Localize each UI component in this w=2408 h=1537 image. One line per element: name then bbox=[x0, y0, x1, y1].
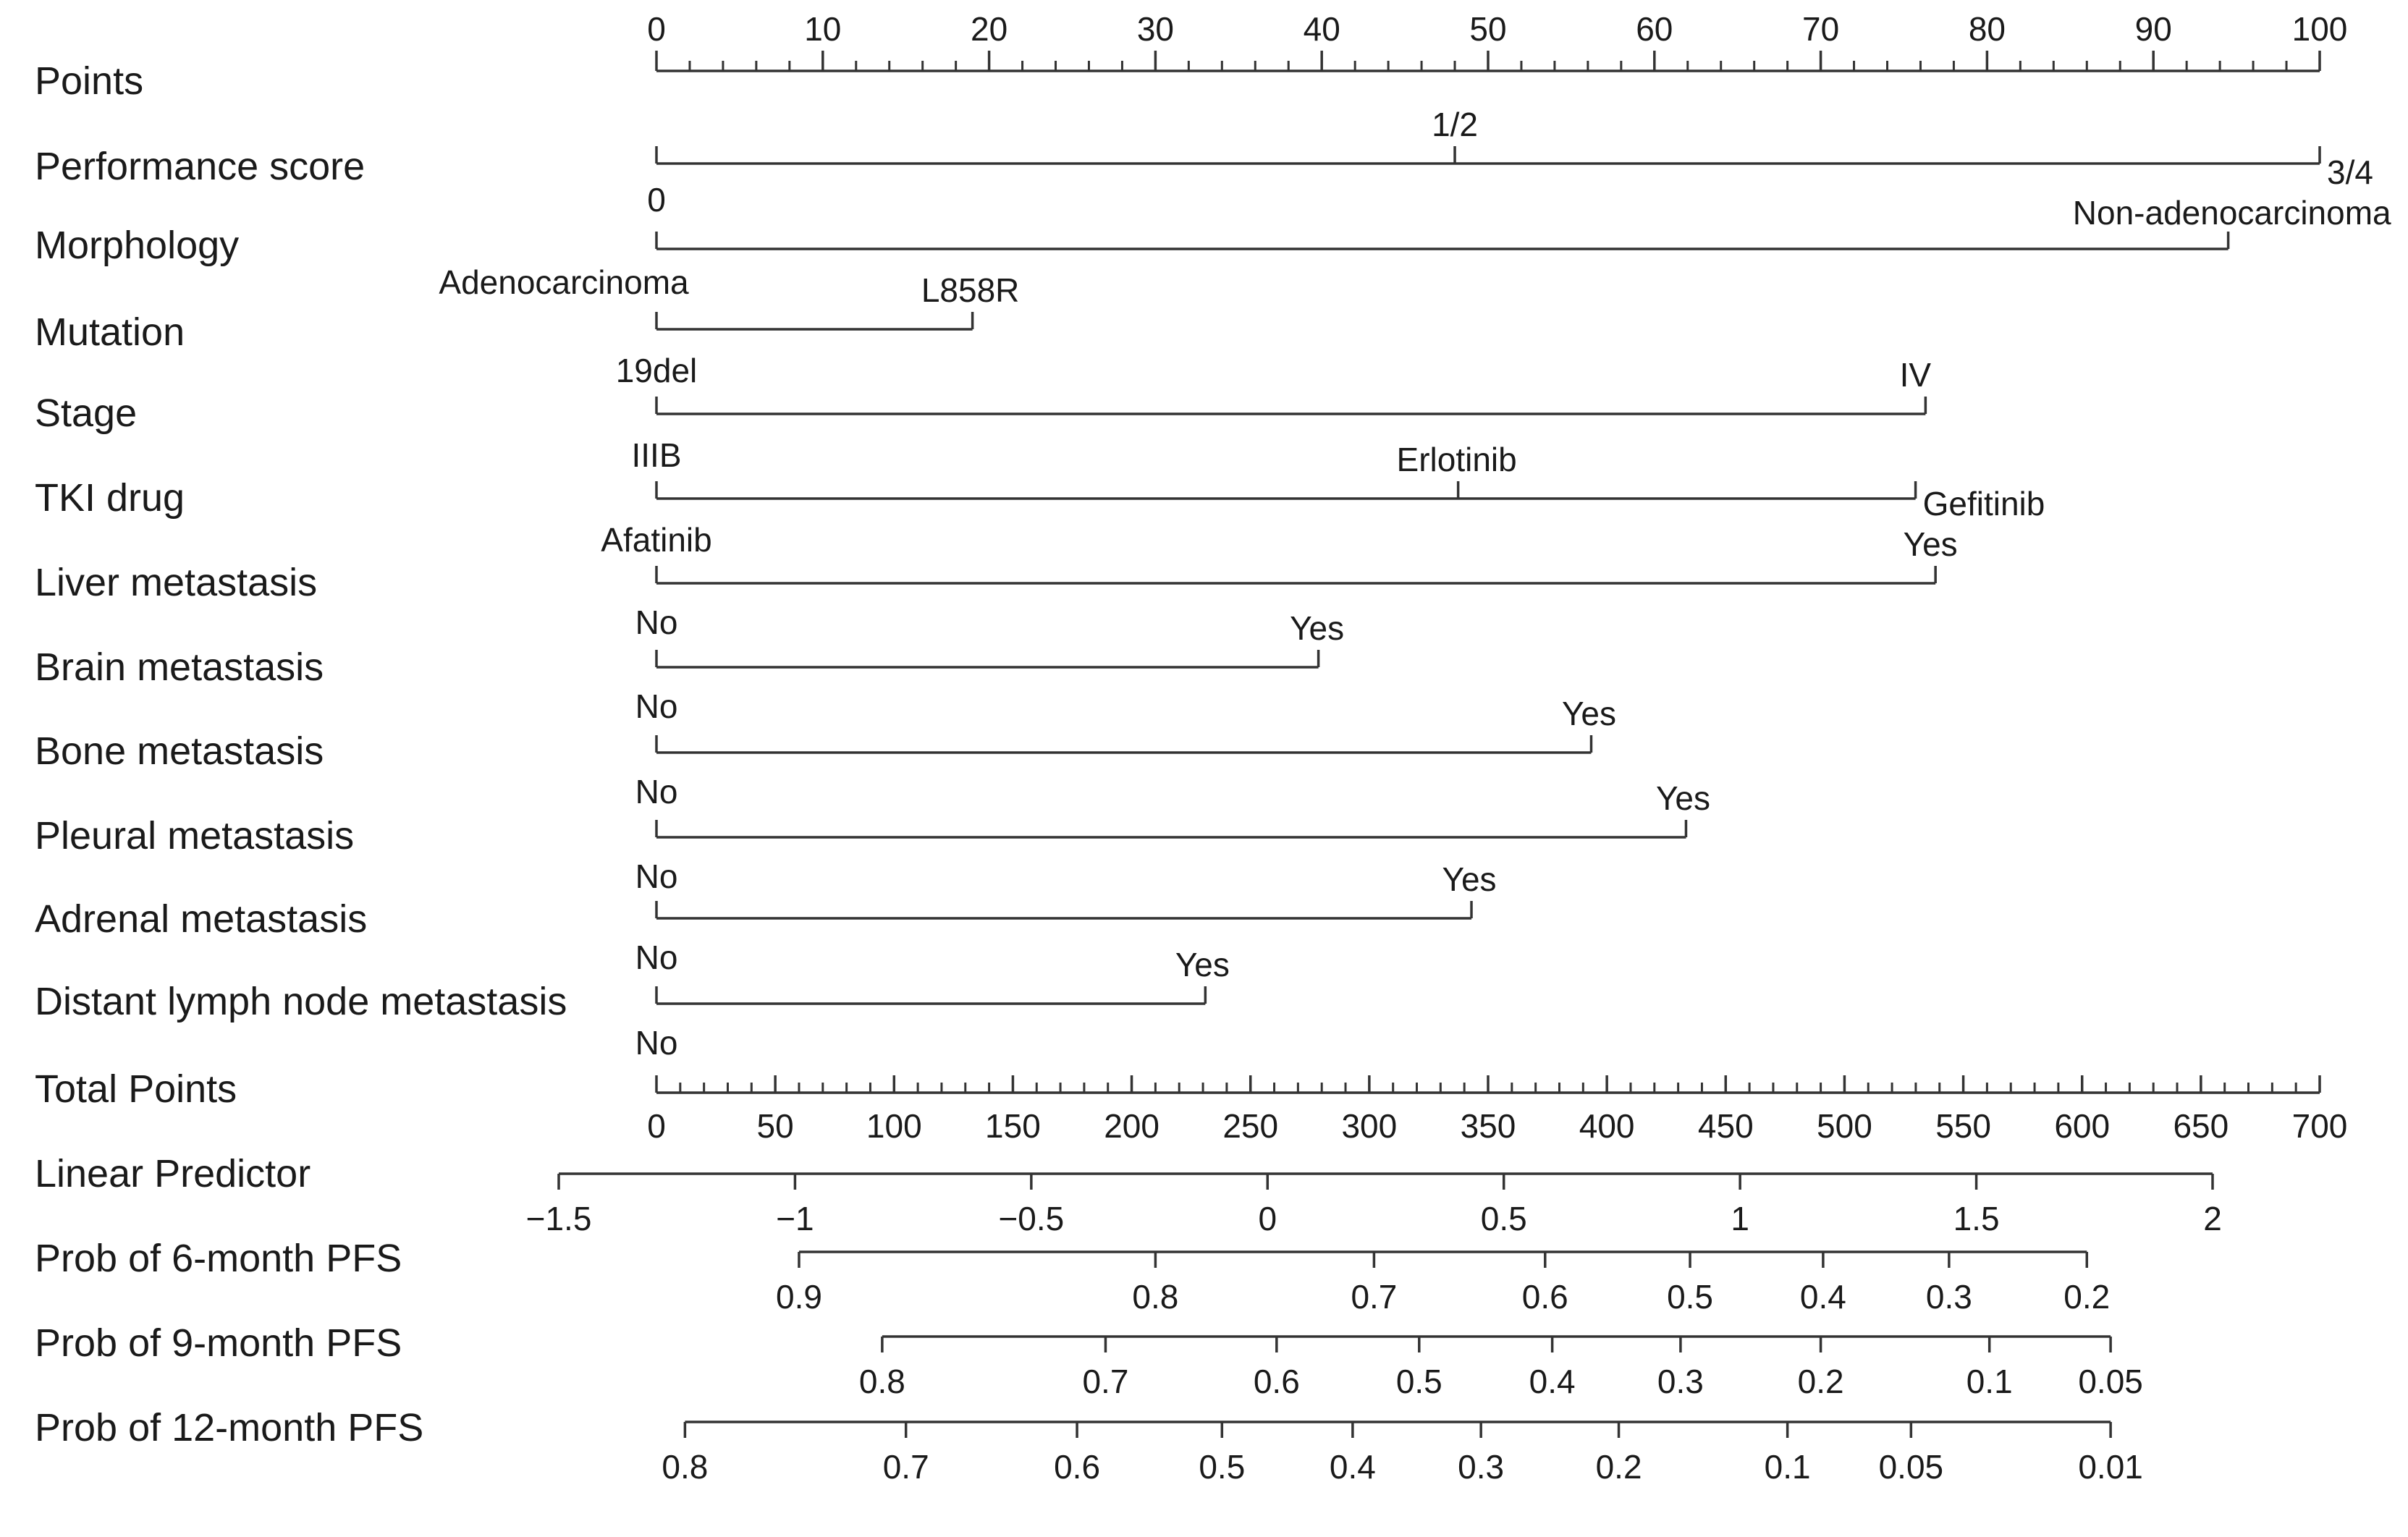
tki-drug-level-erlotinib: Erlotinib bbox=[1396, 441, 1517, 478]
prob-of-12-month-pfs-tick-label: 0.4 bbox=[1329, 1448, 1376, 1486]
points-axis-tick-label: 30 bbox=[1136, 10, 1174, 48]
total-points-tick-label: 600 bbox=[2054, 1107, 2111, 1145]
distant-lymph-node-metastasis-level-yes: Yes bbox=[1175, 946, 1230, 983]
row-label-prob-9-month: Prob of 9-month PFS bbox=[35, 1321, 402, 1365]
prob-of-9-month-pfs-tick-label: 0.8 bbox=[858, 1363, 905, 1400]
liver-metastasis-level-yes: Yes bbox=[1903, 525, 1958, 563]
prob-of-12-month-pfs-tick-label: 0.6 bbox=[1054, 1448, 1101, 1486]
linear-predictor-tick-label: 2 bbox=[2203, 1200, 2222, 1237]
mutation-level-19del: 19del bbox=[615, 352, 698, 389]
liver-metastasis-level-no: No bbox=[635, 604, 678, 641]
row-label-bone-metastasis: Bone metastasis bbox=[35, 729, 324, 773]
adrenal-metastasis-level-no: No bbox=[635, 939, 678, 976]
row-label-adrenal-metastasis: Adrenal metastasis bbox=[35, 897, 368, 941]
linear-predictor-tick-label: 0 bbox=[1258, 1200, 1277, 1237]
adrenal-metastasis-level-yes: Yes bbox=[1442, 860, 1497, 898]
prob-of-9-month-pfs-tick-label: 0.5 bbox=[1395, 1363, 1442, 1400]
prob-of-12-month-pfs-tick-label: 0.3 bbox=[1458, 1448, 1505, 1486]
points-axis-tick-label: 70 bbox=[1802, 10, 1840, 48]
prob-of-6-month-pfs-tick-label: 0.5 bbox=[1667, 1278, 1714, 1316]
total-points-tick-label: 250 bbox=[1222, 1107, 1279, 1145]
brain-metastasis-level-no: No bbox=[635, 687, 678, 725]
stage-level-iiib: IIIB bbox=[631, 436, 682, 474]
row-label-linear-predictor: Linear Predictor bbox=[35, 1152, 311, 1195]
pleural-metastasis-level-no: No bbox=[635, 858, 678, 895]
linear-predictor-tick-label: 1.5 bbox=[1953, 1200, 2000, 1237]
linear-predictor-tick-label: 1 bbox=[1731, 1200, 1749, 1237]
chart-marks bbox=[439, 10, 2391, 1486]
brain-metastasis-level-yes: Yes bbox=[1290, 609, 1345, 647]
row-label-distant-lymph-node-metastasis: Distant lymph node metastasis bbox=[35, 980, 567, 1023]
row-label-prob-12-month: Prob of 12-month PFS bbox=[35, 1406, 424, 1449]
points-axis-tick-label: 50 bbox=[1469, 10, 1507, 48]
prob-of-9-month-pfs-tick-label: 0.1 bbox=[1966, 1363, 2013, 1400]
prob-of-6-month-pfs-tick-label: 0.8 bbox=[1132, 1278, 1179, 1316]
total-points-tick-label: 550 bbox=[1935, 1107, 1991, 1145]
mutation-level-l858r: L858R bbox=[921, 271, 1020, 309]
prob-of-9-month-pfs-tick-label: 0.4 bbox=[1529, 1363, 1576, 1400]
bone-metastasis-level-no: No bbox=[635, 773, 678, 810]
points-axis-tick-label: 100 bbox=[2291, 10, 2348, 48]
pleural-metastasis-level-yes: Yes bbox=[1655, 779, 1710, 817]
prob-of-6-month-pfs-tick-label: 0.9 bbox=[775, 1278, 822, 1316]
total-points-tick-label: 150 bbox=[985, 1107, 1041, 1145]
prob-of-12-month-pfs-tick-label: 0.8 bbox=[662, 1448, 709, 1486]
total-points-tick-label: 700 bbox=[2291, 1107, 2348, 1145]
morphology-level-non-adenocarcinoma: Non-adenocarcinoma bbox=[2072, 194, 2391, 232]
prob-of-9-month-pfs-tick-label: 0.7 bbox=[1082, 1363, 1129, 1400]
prob-of-12-month-pfs-tick-label: 0.7 bbox=[882, 1448, 929, 1486]
prob-of-12-month-pfs-tick-label: 0.01 bbox=[2078, 1448, 2143, 1486]
linear-predictor-tick-label: −0.5 bbox=[998, 1200, 1065, 1237]
prob-of-12-month-pfs-tick-label: 0.5 bbox=[1199, 1448, 1246, 1486]
prob-of-9-month-pfs-tick-label: 0.05 bbox=[2078, 1363, 2143, 1400]
prob-of-9-month-pfs-tick-label: 0.6 bbox=[1253, 1363, 1300, 1400]
prob-of-12-month-pfs-tick-label: 0.05 bbox=[1878, 1448, 1944, 1486]
prob-of-12-month-pfs-tick-label: 0.1 bbox=[1764, 1448, 1811, 1486]
total-points-tick-label: 350 bbox=[1460, 1107, 1516, 1145]
row-label-mutation: Mutation bbox=[35, 310, 185, 354]
prob-of-9-month-pfs-tick-label: 0.3 bbox=[1657, 1363, 1704, 1400]
stage-level-iv: IV bbox=[1899, 356, 1932, 394]
bone-metastasis-level-yes: Yes bbox=[1561, 695, 1616, 732]
performance-score-level-3-4: 3/4 bbox=[2327, 153, 2373, 191]
points-axis-tick-label: 90 bbox=[2134, 10, 2172, 48]
row-label-performance-score: Performance score bbox=[35, 145, 366, 188]
row-label-liver-metastasis: Liver metastasis bbox=[35, 561, 318, 604]
morphology-level-adenocarcinoma: Adenocarcinoma bbox=[439, 263, 689, 301]
prob-of-12-month-pfs-tick-label: 0.2 bbox=[1595, 1448, 1642, 1486]
points-axis-tick-label: 10 bbox=[804, 10, 842, 48]
total-points-tick-label: 50 bbox=[756, 1107, 794, 1145]
row-label-points: Points bbox=[35, 59, 144, 103]
points-axis-tick-label: 60 bbox=[1636, 10, 1673, 48]
total-points-tick-label: 650 bbox=[2173, 1107, 2229, 1145]
prob-of-6-month-pfs-tick-label: 0.4 bbox=[1799, 1278, 1846, 1316]
prob-of-6-month-pfs-tick-label: 0.7 bbox=[1351, 1278, 1398, 1316]
prob-of-9-month-pfs-tick-label: 0.2 bbox=[1797, 1363, 1844, 1400]
points-axis-tick-label: 20 bbox=[971, 10, 1008, 48]
total-points-tick-label: 300 bbox=[1341, 1107, 1398, 1145]
performance-score-level-0: 0 bbox=[647, 181, 666, 219]
total-points-tick-label: 100 bbox=[866, 1107, 922, 1145]
total-points-tick-label: 450 bbox=[1697, 1107, 1754, 1145]
performance-score-level-1-2: 1/2 bbox=[1432, 106, 1479, 143]
points-axis-tick-label: 0 bbox=[647, 10, 666, 48]
points-axis-tick-label: 80 bbox=[1968, 10, 2006, 48]
total-points-tick-label: 400 bbox=[1579, 1107, 1635, 1145]
row-label-pleural-metastasis: Pleural metastasis bbox=[35, 814, 355, 858]
row-label-total-points: Total Points bbox=[35, 1067, 237, 1111]
prob-of-6-month-pfs-tick-label: 0.6 bbox=[1521, 1278, 1568, 1316]
row-label-prob-6-month: Prob of 6-month PFS bbox=[35, 1237, 402, 1280]
linear-predictor-tick-label: −1.5 bbox=[525, 1200, 592, 1237]
row-label-tki-drug: TKI drug bbox=[35, 476, 185, 520]
row-label-morphology: Morphology bbox=[35, 224, 240, 267]
row-label-brain-metastasis: Brain metastasis bbox=[35, 645, 324, 689]
prob-of-6-month-pfs-tick-label: 0.3 bbox=[1925, 1278, 1972, 1316]
total-points-tick-label: 500 bbox=[1817, 1107, 1872, 1145]
tki-drug-level-afatinib: Afatinib bbox=[601, 521, 712, 559]
linear-predictor-tick-label: −1 bbox=[776, 1200, 814, 1237]
linear-predictor-tick-label: 0.5 bbox=[1480, 1200, 1527, 1237]
distant-lymph-node-metastasis-level-no: No bbox=[635, 1024, 678, 1062]
total-points-tick-label: 0 bbox=[647, 1107, 666, 1145]
row-label-stage: Stage bbox=[35, 391, 138, 435]
total-points-tick-label: 200 bbox=[1104, 1107, 1159, 1145]
tki-drug-level-gefitinib: Gefitinib bbox=[1922, 485, 2045, 522]
points-axis-tick-label: 40 bbox=[1303, 10, 1340, 48]
prob-of-6-month-pfs-tick-label: 0.2 bbox=[2063, 1278, 2111, 1316]
